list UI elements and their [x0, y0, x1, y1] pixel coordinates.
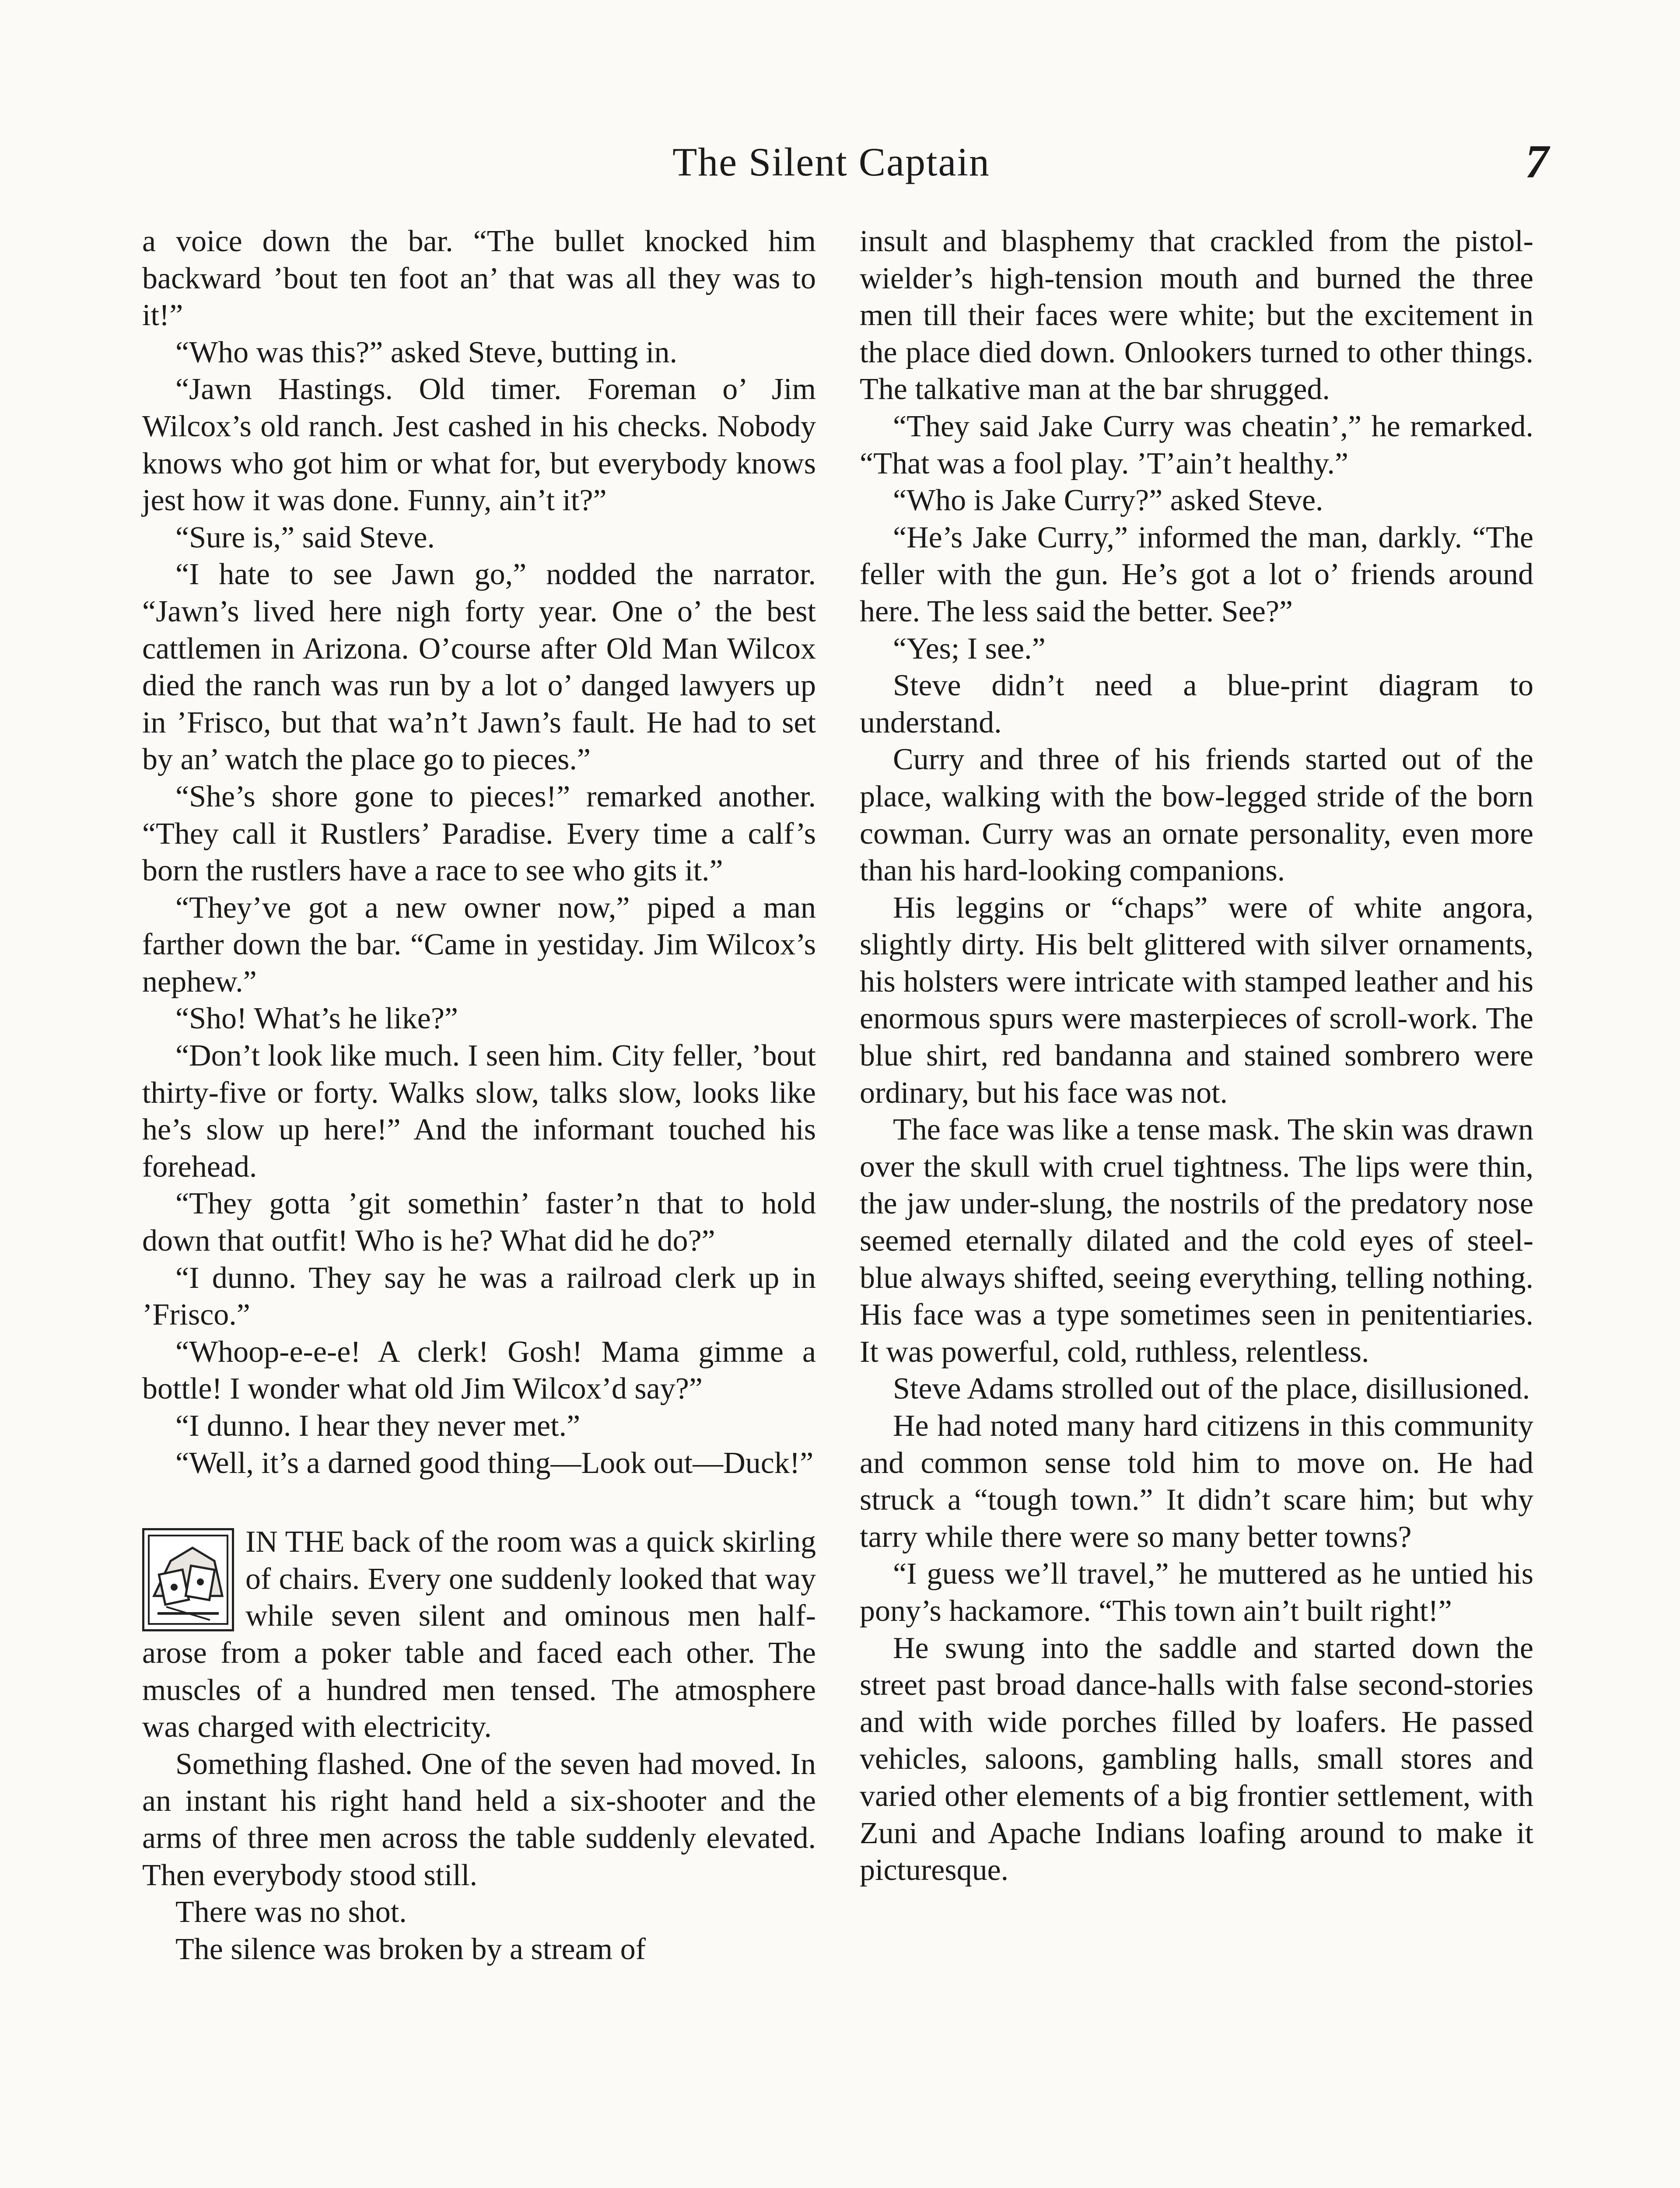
- paragraph: He had noted many hard citizens in this community and common sense told him to move on. He had struck a “tough town.” It didn’t scare him; but why tarry while there were so many better towns?: [860, 1409, 1533, 1554]
- paragraph: “Who was this?” asked Steve, butting in.: [175, 335, 677, 369]
- paragraph: “Don’t look like much. I seen him. City feller, ’bout thirty-five or forty. Walks slow, talks slow, looks like he’s slow up here!” And the informant touched his forehead.: [142, 1039, 816, 1184]
- paragraph: Steve didn’t need a blue-print diagram to understand.: [860, 669, 1533, 740]
- section-opening-paragraph: [142, 1524, 816, 1746]
- paragraph: “Sho! What’s he like?”: [175, 1002, 458, 1036]
- paragraph: “I dunno. I hear they never met.”: [175, 1409, 581, 1443]
- page-number: 7: [1525, 136, 1549, 188]
- paragraph: “Whoop-e-e-e! A clerk! Gosh! Mama gimme a bottle! I wonder what old Jim Wilcox’d say?”: [142, 1335, 816, 1406]
- paragraph: “I guess we’ll travel,” he muttered as he untied his pony’s hackamore. “This town ain’t built right!”: [860, 1557, 1533, 1628]
- paragraph: There was no shot.: [175, 1895, 407, 1929]
- section-break: [142, 1482, 816, 1524]
- paragraph: Curry and three of his friends started out of the place, walking with the bow-legged stride of the born cowman. Curry was an ornate personality, even more than his hard-looking companions.: [860, 743, 1533, 888]
- paragraph: “They said Jake Curry was cheatin’,” he remarked. “That was a fool play. ’T’ain’t healthy.”: [860, 409, 1533, 480]
- running-title: The Silent Captain: [672, 140, 990, 184]
- paragraph: Something flashed. One of the seven had moved. In an instant his right hand held a six-shooter and the arms of three men across the table suddenly elevated. Then everybody stood still.: [142, 1747, 816, 1892]
- paragraph: “Who is Jake Curry?” asked Steve.: [893, 484, 1323, 518]
- paragraph: “I hate to see Jawn go,” nodded the narrator. “Jawn’s lived here nigh forty year. One o’ the best cattlemen in Arizona. O’course after Old Man Wilcox died the ranch was run by a lot o’ danged lawyers up in ’Frisco, but that wa’n’t Jawn’s fault. He had to set by an’ watch the place go to pieces.”: [142, 558, 816, 777]
- paragraph: “They’ve got a new owner now,” piped a man farther down the bar. “Came in yestiday. Jim Wilcox’s nephew.”: [142, 891, 816, 999]
- paragraph: The silence was broken by a stream of: [175, 1932, 646, 1966]
- paragraph: The face was like a tense mask. The skin was drawn over the skull with cruel tightness. The lips were thin, the jaw under-slung, the nostrils of the predatory nose seemed eternally dilated and the cold eyes of steel-blue always shifted, seeing everything, telling nothing. His face was a type sometimes seen in penitentiaries. It was powerful, cold, ruthless, relentless.: [860, 1113, 1533, 1369]
- paragraph: “She’s shore gone to pieces!” remarked another. “They call it Rustlers’ Paradise. Every time a calf’s born the rustlers have a race to see who gits it.”: [142, 779, 816, 888]
- page-header: [0, 131, 1680, 193]
- paragraph: His leggins or “chaps” were of white angora, slightly dirty. His belt glittered with silver ornaments, his holsters were intricate with stamped leather and his enormous spurs were masterpieces of scroll-work. The blue shirt, red bandanna and stained sombrero were ordinary, but his face was not.: [860, 891, 1533, 1110]
- paragraph: Steve Adams strolled out of the place, disillusioned.: [893, 1372, 1530, 1406]
- paragraph: “He’s Jake Curry,” informed the man, darkly. “The feller with the gun. He’s got a lot o’ friends around here. The less said the better. See?”: [860, 520, 1533, 628]
- paragraph: insult and blasphemy that crackled from the pistol-wielder’s high-tension mouth and burned the three men till their faces were white; but the excitement in the place died down. Onlookers turned to other things. The talkative man at the bar shrugged.: [860, 224, 1533, 407]
- paragraph: He swung into the saddle and started down the street past broad dance-halls with false second-stories and with wide porches filled by loafers. He passed vehicles, saloons, gambling halls, small stores and varied other elements of a big frontier settlement, with Zuni and Apache Indians loafing around to make it picturesque.: [860, 1631, 1533, 1887]
- paragraph: “I dunno. They say he was a railroad clerk up in ’Frisco.”: [142, 1261, 816, 1332]
- paragraph: a voice down the bar. “The bullet knocked him backward ’bout ten foot an’ that was all they was to it!”: [142, 224, 816, 333]
- paragraph: “Jawn Hastings. Old timer. Foreman o’ Jim Wilcox’s old ranch. Jest cashed in his checks. Nobody knows who got him or what for, but everybody knows jest how it was done. Funny, ain’t it?”: [142, 372, 816, 518]
- paragraph: “They gotta ’git somethin’ faster’n that to hold down that outfit! Who is he? What did he do?”: [142, 1187, 816, 1258]
- left-column: [142, 223, 816, 1968]
- paragraph: “Yes; I see.”: [893, 631, 1046, 666]
- paragraph: “Well, it’s a darned good thing—Look out—Duck!”: [175, 1446, 814, 1480]
- right-column: [860, 223, 1533, 1889]
- paragraph: “Sure is,” said Steve.: [175, 520, 435, 554]
- decorative-initial-icon: [142, 1528, 234, 1631]
- section-opening-text: IN THE back of the room was a quick skirling of chairs. Every one suddenly looked that way while seven silent and ominous men half-arose from a poker table and faced each other. The muscles of a hundred men tensed. The atmosphere was charged with electricity.: [142, 1525, 816, 1744]
